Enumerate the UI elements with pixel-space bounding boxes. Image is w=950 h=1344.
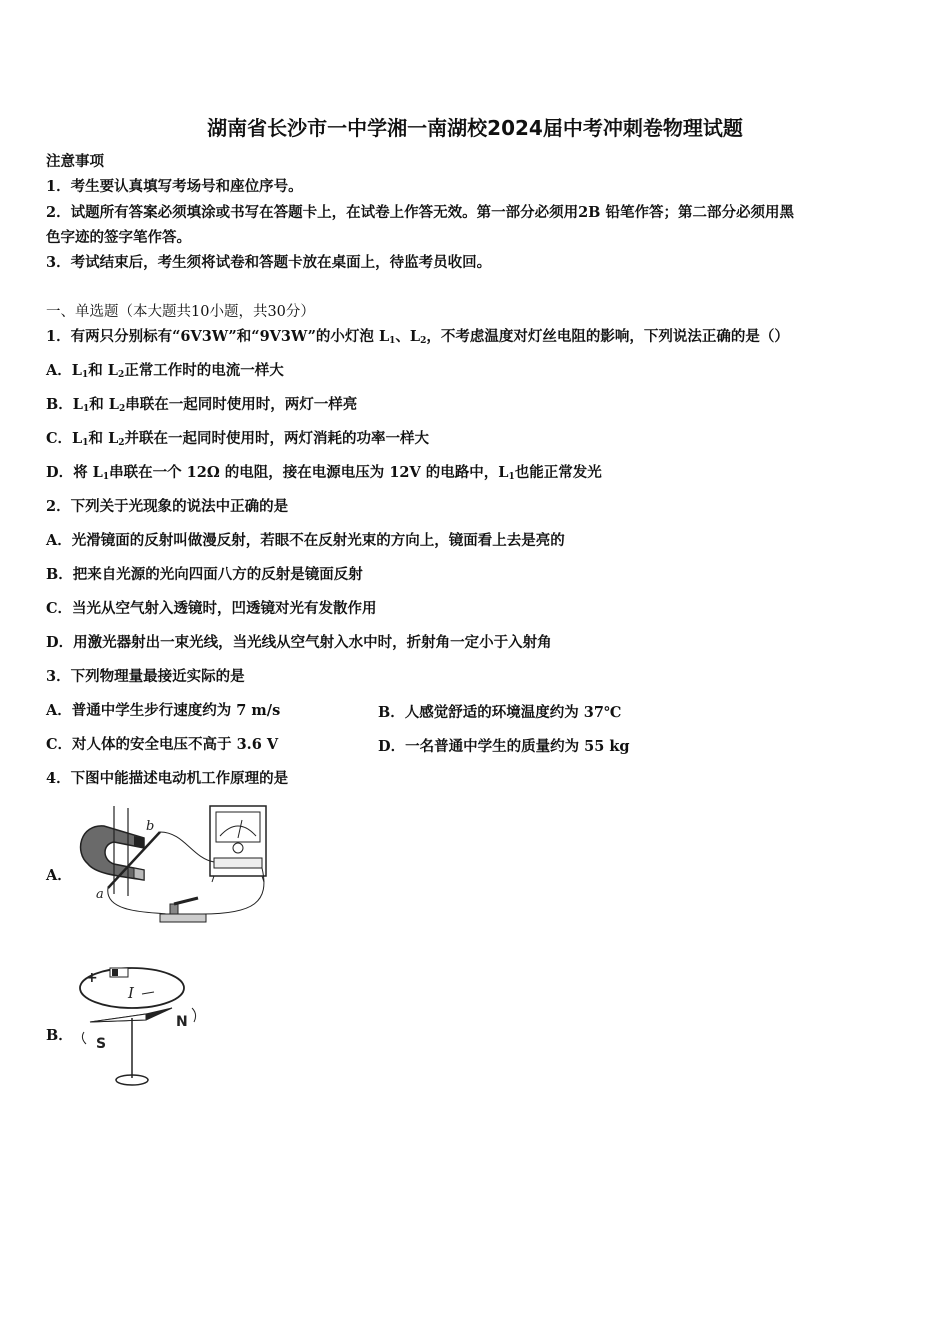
wire bbox=[160, 832, 214, 862]
motor-circuit-figure bbox=[74, 802, 274, 936]
switch-base bbox=[160, 914, 206, 922]
subscript: 2 bbox=[117, 370, 125, 380]
switch-post bbox=[170, 904, 178, 914]
notice-heading: 注意事项 bbox=[46, 153, 104, 170]
question-1-option-d bbox=[46, 463, 602, 487]
rotation-arrow bbox=[82, 1032, 86, 1044]
notice-item: 色字迹的签字笔作答。 bbox=[46, 229, 191, 246]
section-heading: 一、单选题（本大题共10小题，共30分） bbox=[46, 304, 315, 320]
subscript: 2 bbox=[118, 404, 126, 414]
notice-item: 3．考试结束后，考生须将试卷和答题卡放在桌面上，待监考员收回。 bbox=[46, 254, 492, 271]
rotation-arrow bbox=[192, 1008, 196, 1022]
text: D．将 L bbox=[46, 464, 103, 481]
question-3-stem: 3．下列物理量最接近实际的是 bbox=[46, 668, 245, 685]
subscript: 1 bbox=[102, 472, 110, 482]
notice-item: 1．考生要认真填写考场号和座位序号。 bbox=[46, 178, 303, 195]
text: 也能正常发光 bbox=[514, 464, 602, 481]
text: 和 L bbox=[88, 362, 118, 379]
question-1-option-c bbox=[46, 429, 429, 453]
text: 1．有两只分别标有“6V3W”和“9V3W”的小灯泡 L bbox=[46, 328, 390, 345]
magnet-pole bbox=[134, 868, 144, 880]
question-2-option-c: C．当光从空气射入透镜时，凹透镜对光有发散作用 bbox=[46, 600, 377, 617]
question-4-option-a-label: A． bbox=[46, 867, 72, 884]
question-2-option-d: D．用激光器射出一束光线，当光线从空气射入水中时，折射角一定小于入射角 bbox=[46, 634, 552, 651]
text: 并联在一起同时使用时，两灯消耗的功率一样大 bbox=[124, 430, 430, 447]
compass-needle-south bbox=[90, 1014, 146, 1022]
current-arrow bbox=[142, 992, 154, 994]
text: 串联在一个 12Ω 的电阻，接在电源电压为 12V 的电路中，L bbox=[109, 464, 509, 481]
meter-leg bbox=[212, 876, 214, 882]
text: 正常工作时的电流一样大 bbox=[124, 362, 284, 379]
subscript: 1 bbox=[389, 336, 396, 346]
meter-terminals bbox=[214, 858, 262, 868]
text: ，不考虑温度对灯丝电阻的影响，下列说法正确的是（） bbox=[426, 328, 789, 345]
switch-lever bbox=[174, 898, 198, 904]
oersted-experiment-figure bbox=[74, 958, 202, 1094]
question-3-option-d: D．一名普通中学生的质量约为 55 kg bbox=[378, 738, 630, 755]
notice-item: 2．试题所有答案必须填涂或书写在答题卡上，在试卷上作答无效。第一部分必须用2B 铅笔作答；第二部分必须用黑 bbox=[46, 204, 794, 221]
label-current: I bbox=[128, 984, 134, 1002]
battery-terminal bbox=[112, 969, 118, 976]
subscript: 1 bbox=[82, 438, 89, 448]
question-4-stem: 4．下图中能描述电动机工作原理的是 bbox=[46, 770, 289, 787]
label-north: N bbox=[176, 1014, 188, 1030]
question-2-option-a: A．光滑镜面的反射叫做漫反射，若眼不在反射光束的方向上，镜面看上去是亮的 bbox=[46, 532, 565, 549]
question-1-option-b bbox=[46, 395, 357, 419]
text: B．L bbox=[46, 396, 83, 413]
subscript: 1 bbox=[81, 370, 89, 380]
question-3-option-c: C．对人体的安全电压不高于 3.6 V bbox=[46, 736, 279, 753]
wire bbox=[108, 888, 166, 914]
text: 和 L bbox=[89, 396, 119, 413]
label-a: a bbox=[96, 887, 104, 902]
label-b: b bbox=[146, 819, 155, 834]
text: 串联在一起同时使用时，两灯一样亮 bbox=[125, 396, 358, 413]
text: A．L bbox=[46, 362, 82, 379]
text: 、L bbox=[395, 328, 421, 345]
question-2-stem: 2．下列关于光现象的说法中正确的是 bbox=[46, 498, 289, 515]
question-3-option-b: B．人感觉舒适的环境温度约为 37℃ bbox=[378, 704, 622, 721]
page-title: 湖南省长沙市一中学湘一南湖校2024届中考冲刺卷物理试题 bbox=[207, 116, 743, 140]
text: C．L bbox=[46, 430, 83, 447]
magnet-pole bbox=[134, 836, 144, 848]
question-3-option-a: A．普通中学生步行速度约为 7 m/s bbox=[46, 702, 281, 719]
question-1-stem bbox=[46, 327, 789, 351]
subscript: 2 bbox=[118, 438, 125, 448]
subscript: 1 bbox=[82, 404, 90, 414]
question-2-option-b: B．把来自光源的光向四面八方的反射是镜面反射 bbox=[46, 566, 363, 583]
text: 和 L bbox=[88, 430, 119, 447]
question-4-option-b-label: B． bbox=[46, 1027, 73, 1044]
label-south: S bbox=[96, 1036, 107, 1052]
label-plus: + bbox=[86, 970, 98, 986]
subscript: 1 bbox=[508, 472, 515, 482]
question-1-option-a bbox=[46, 361, 284, 385]
subscript: 2 bbox=[420, 336, 427, 346]
